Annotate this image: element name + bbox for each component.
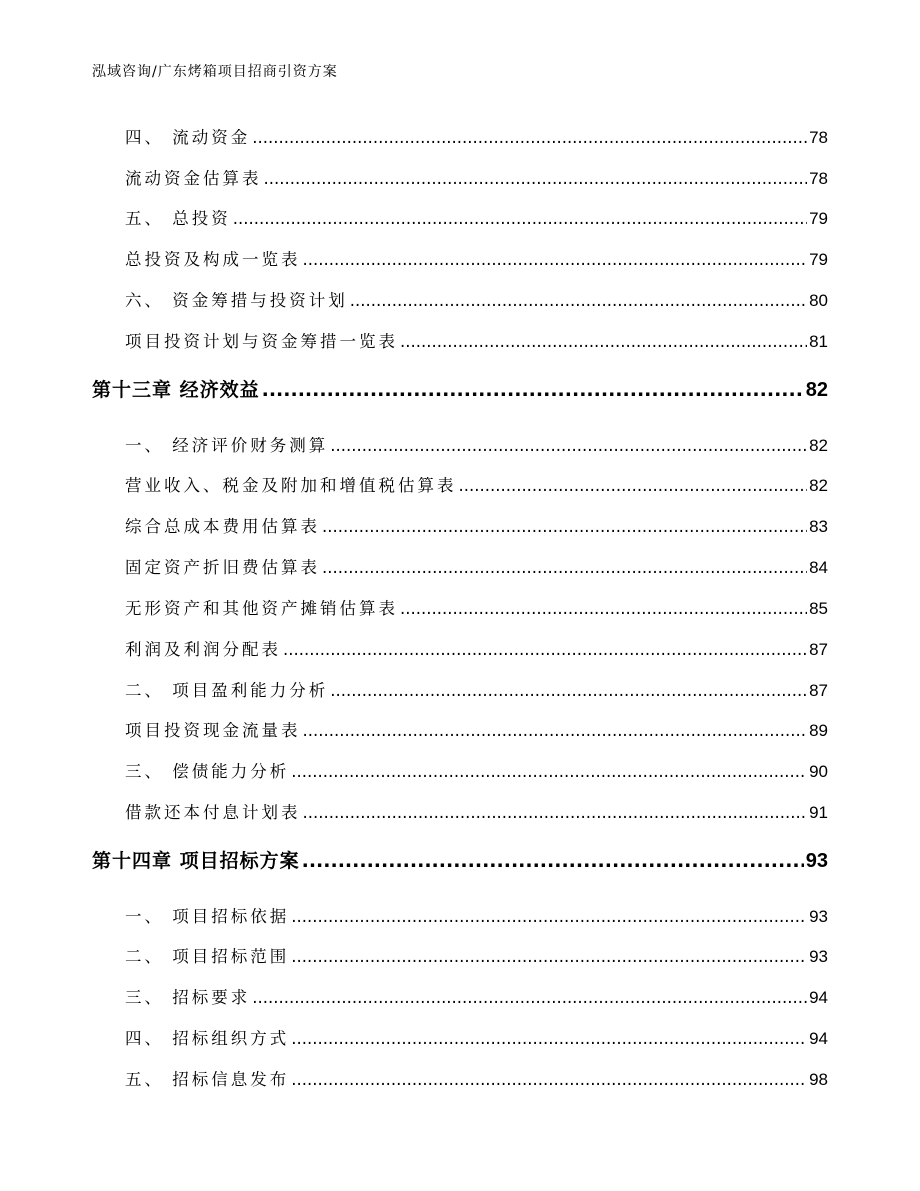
toc-entry[interactable]: [125, 554, 828, 578]
dot-leader: [302, 850, 804, 872]
toc-entry[interactable]: [125, 328, 828, 352]
toc-page-number: 82: [805, 379, 828, 401]
dot-leader: [330, 681, 807, 700]
toc-entry-label: 四、 流动资金: [125, 128, 251, 147]
toc-entry[interactable]: [125, 1025, 828, 1049]
toc-page-number: 82: [809, 476, 828, 495]
toc-page-number: 84: [809, 558, 828, 577]
toc-entry-label: 五、 招标信息发布: [125, 1070, 290, 1089]
dot-leader: [400, 332, 807, 351]
dot-leader: [459, 476, 808, 495]
dot-leader: [322, 517, 807, 536]
toc-entry-label: 五、 总投资: [125, 209, 231, 228]
dot-leader: [291, 907, 807, 926]
toc-entry[interactable]: [125, 1066, 828, 1090]
toc-entry-label: 综合总成本费用估算表: [125, 517, 320, 536]
dot-leader: [233, 209, 807, 228]
dot-leader: [252, 128, 807, 147]
toc-entry-label: 三、 偿债能力分析: [125, 762, 290, 781]
toc-page-number: 90: [809, 762, 828, 781]
toc-page-number: 93: [805, 850, 828, 872]
toc-page-number: 79: [809, 209, 828, 228]
dot-leader: [291, 1029, 807, 1048]
dot-leader: [303, 250, 808, 269]
toc-entry-label: 二、 项目招标范围: [125, 947, 290, 966]
dot-leader: [350, 291, 807, 310]
toc-entry[interactable]: [125, 799, 828, 823]
dot-leader: [264, 169, 808, 188]
toc-page-number: 85: [809, 599, 828, 618]
toc-entry[interactable]: [125, 903, 828, 927]
toc-page-number: 81: [809, 332, 828, 351]
toc-entry-label: 利润及利润分配表: [125, 640, 281, 659]
toc-entry[interactable]: [125, 758, 828, 782]
toc-page-number: 78: [809, 169, 828, 188]
toc-page-number: 94: [809, 988, 828, 1007]
toc-entry-label: 流动资金估算表: [125, 169, 262, 188]
toc-entry-label: 三、 招标要求: [125, 988, 251, 1007]
toc-entry-label: 六、 资金筹措与投资计划: [125, 291, 348, 310]
dot-leader: [322, 558, 807, 577]
toc-entry[interactable]: [125, 677, 828, 701]
toc-page-number: 94: [809, 1029, 828, 1048]
dot-leader: [291, 762, 807, 781]
toc-entry-label: 项目投资计划与资金筹措一览表: [125, 332, 398, 351]
toc-page-number: 82: [809, 436, 828, 455]
toc-page-number: 98: [809, 1070, 828, 1089]
dot-leader: [400, 599, 807, 618]
toc-page-number: 91: [809, 803, 828, 822]
toc-entry[interactable]: [125, 472, 828, 496]
dot-leader: [262, 379, 804, 401]
dot-leader: [330, 436, 807, 455]
toc-entry-label: 四、 招标组织方式: [125, 1029, 290, 1048]
toc-entry-label: 项目投资现金流量表: [125, 721, 301, 740]
toc-page-number: 93: [809, 907, 828, 926]
toc-entry[interactable]: [125, 943, 828, 967]
toc-chapter-label: 第十四章 项目招标方案: [92, 850, 300, 872]
toc-entry[interactable]: [125, 595, 828, 619]
dot-leader: [291, 1070, 807, 1089]
dot-leader: [303, 721, 808, 740]
toc-page-number: 79: [809, 250, 828, 269]
toc-entry[interactable]: [125, 636, 828, 660]
toc-entry[interactable]: [125, 165, 828, 189]
toc-entry[interactable]: [125, 513, 828, 537]
toc-entry[interactable]: [125, 124, 828, 148]
dot-leader: [252, 988, 807, 1007]
toc-chapter-label: 第十三章 经济效益: [92, 379, 260, 401]
toc-page-number: 87: [809, 681, 828, 700]
toc-entry[interactable]: [125, 287, 828, 311]
toc-page-number: 78: [809, 128, 828, 147]
toc-entry-label: 一、 项目招标依据: [125, 907, 290, 926]
toc-entry[interactable]: [125, 432, 828, 456]
toc-entry-label: 二、 项目盈利能力分析: [125, 681, 329, 700]
toc-entry-label: 总投资及构成一览表: [125, 250, 301, 269]
toc-entry-label: 无形资产和其他资产摊销估算表: [125, 599, 398, 618]
toc-page-number: 80: [809, 291, 828, 310]
toc-entry[interactable]: [125, 984, 828, 1008]
dot-leader: [303, 803, 808, 822]
toc-entry[interactable]: [125, 717, 828, 741]
toc-entry-label: 借款还本付息计划表: [125, 803, 301, 822]
page-header: 泓域咨询/广东烤箱项目招商引资方案: [92, 64, 338, 80]
toc-entry-label: 一、 经济评价财务测算: [125, 436, 329, 455]
toc-page-number: 87: [809, 640, 828, 659]
toc-page-number: 93: [809, 947, 828, 966]
toc-chapter-entry[interactable]: [92, 375, 828, 405]
dot-leader: [291, 947, 807, 966]
toc-page-number: 89: [809, 721, 828, 740]
toc-page-number: 83: [809, 517, 828, 536]
toc-chapter-entry[interactable]: [92, 846, 828, 876]
toc-entry[interactable]: [125, 205, 828, 229]
toc-entry-label: 固定资产折旧费估算表: [125, 558, 320, 577]
toc-entry[interactable]: [125, 246, 828, 270]
dot-leader: [283, 640, 807, 659]
toc-entry-label: 营业收入、税金及附加和增值税估算表: [125, 476, 457, 495]
